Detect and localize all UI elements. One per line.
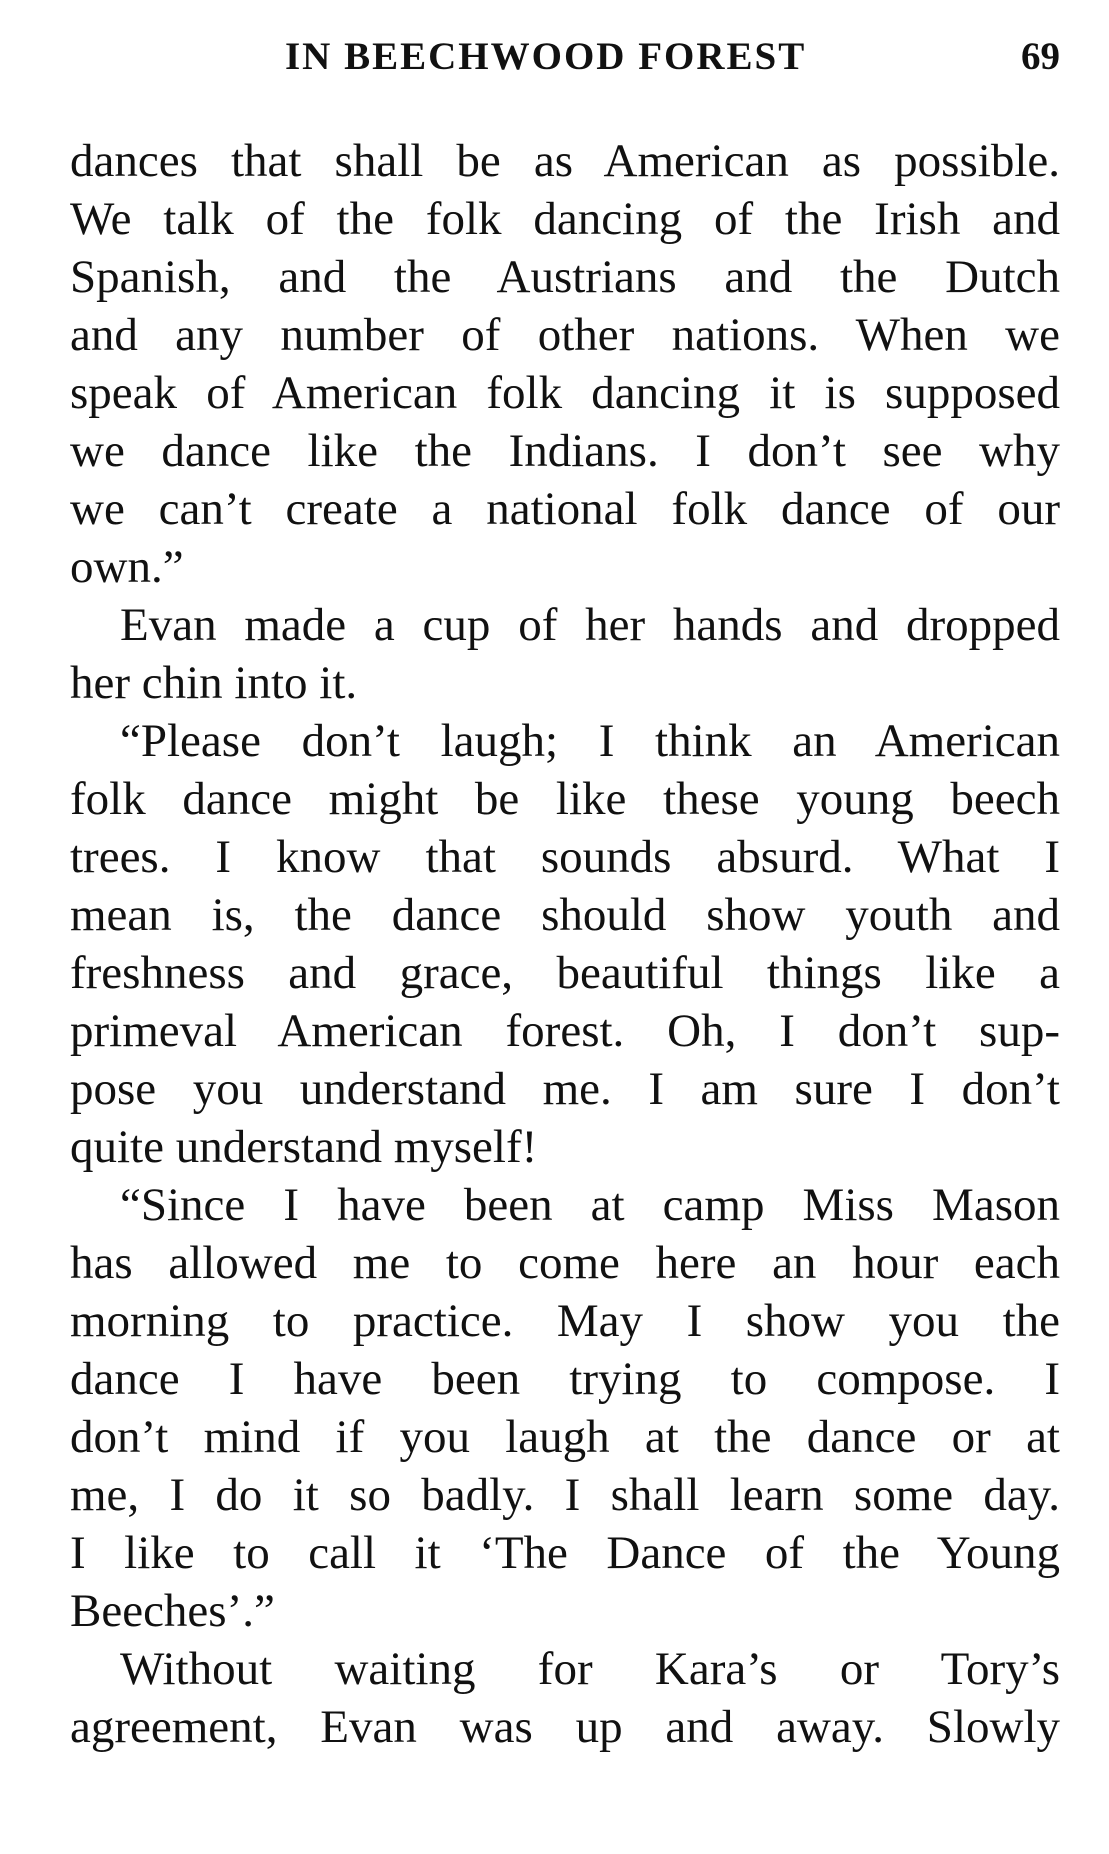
text-line: dances that shall be as American as possible. [70, 135, 1060, 187]
text-line: we can’t create a national folk dance of our [70, 483, 1060, 535]
text-line: her chin into it. [70, 657, 358, 709]
text-line: trees. I know that sounds absurd. What I [70, 831, 1060, 883]
text-line: “Please don’t laugh; I think an American [120, 715, 1060, 767]
text-line: own.” [70, 541, 184, 593]
text-line: pose you understand me. I am sure I don’t [70, 1063, 1060, 1115]
text-line: quite understand myself! [70, 1121, 538, 1173]
text-line: folk dance might be like these young beech [70, 773, 1060, 825]
text-line: Without waiting for Kara’s or Tory’s [120, 1643, 1060, 1695]
text-line: morning to practice. May I show you the [70, 1295, 1060, 1347]
text-line: don’t mind if you laugh at the dance or at [70, 1411, 1060, 1463]
text-line: and any number of other nations. When we [70, 309, 1060, 361]
text-line: Evan made a cup of her hands and dropped [120, 599, 1060, 651]
page-header [70, 34, 1060, 90]
text-line: has allowed me to come here an hour each [70, 1237, 1060, 1289]
text-line: I like to call it ‘The Dance of the Young [70, 1527, 1060, 1579]
text-line: me, I do it so badly. I shall learn some day. [70, 1469, 1060, 1521]
running-title: IN BEECHWOOD FOREST [285, 35, 807, 78]
text-line: Spanish, and the Austrians and the Dutch [70, 251, 1060, 303]
text-line: mean is, the dance should show youth and [70, 889, 1060, 941]
text-line: We talk of the folk dancing of the Irish and [70, 193, 1060, 245]
body-text [70, 132, 1060, 1756]
text-line: freshness and grace, beautiful things like a [70, 947, 1060, 999]
text-line: speak of American folk dancing it is supposed [70, 367, 1060, 419]
text-line: primeval American forest. Oh, I don’t sup- [70, 1005, 1060, 1057]
page-number: 69 [1021, 35, 1060, 78]
text-line: “Since I have been at camp Miss Mason [120, 1179, 1060, 1231]
text-line: Beeches’.” [70, 1585, 275, 1637]
text-line: dance I have been trying to compose. I [70, 1353, 1060, 1405]
text-line: agreement, Evan was up and away. Slowly [70, 1701, 1060, 1753]
text-line: we dance like the Indians. I don’t see why [70, 425, 1060, 477]
